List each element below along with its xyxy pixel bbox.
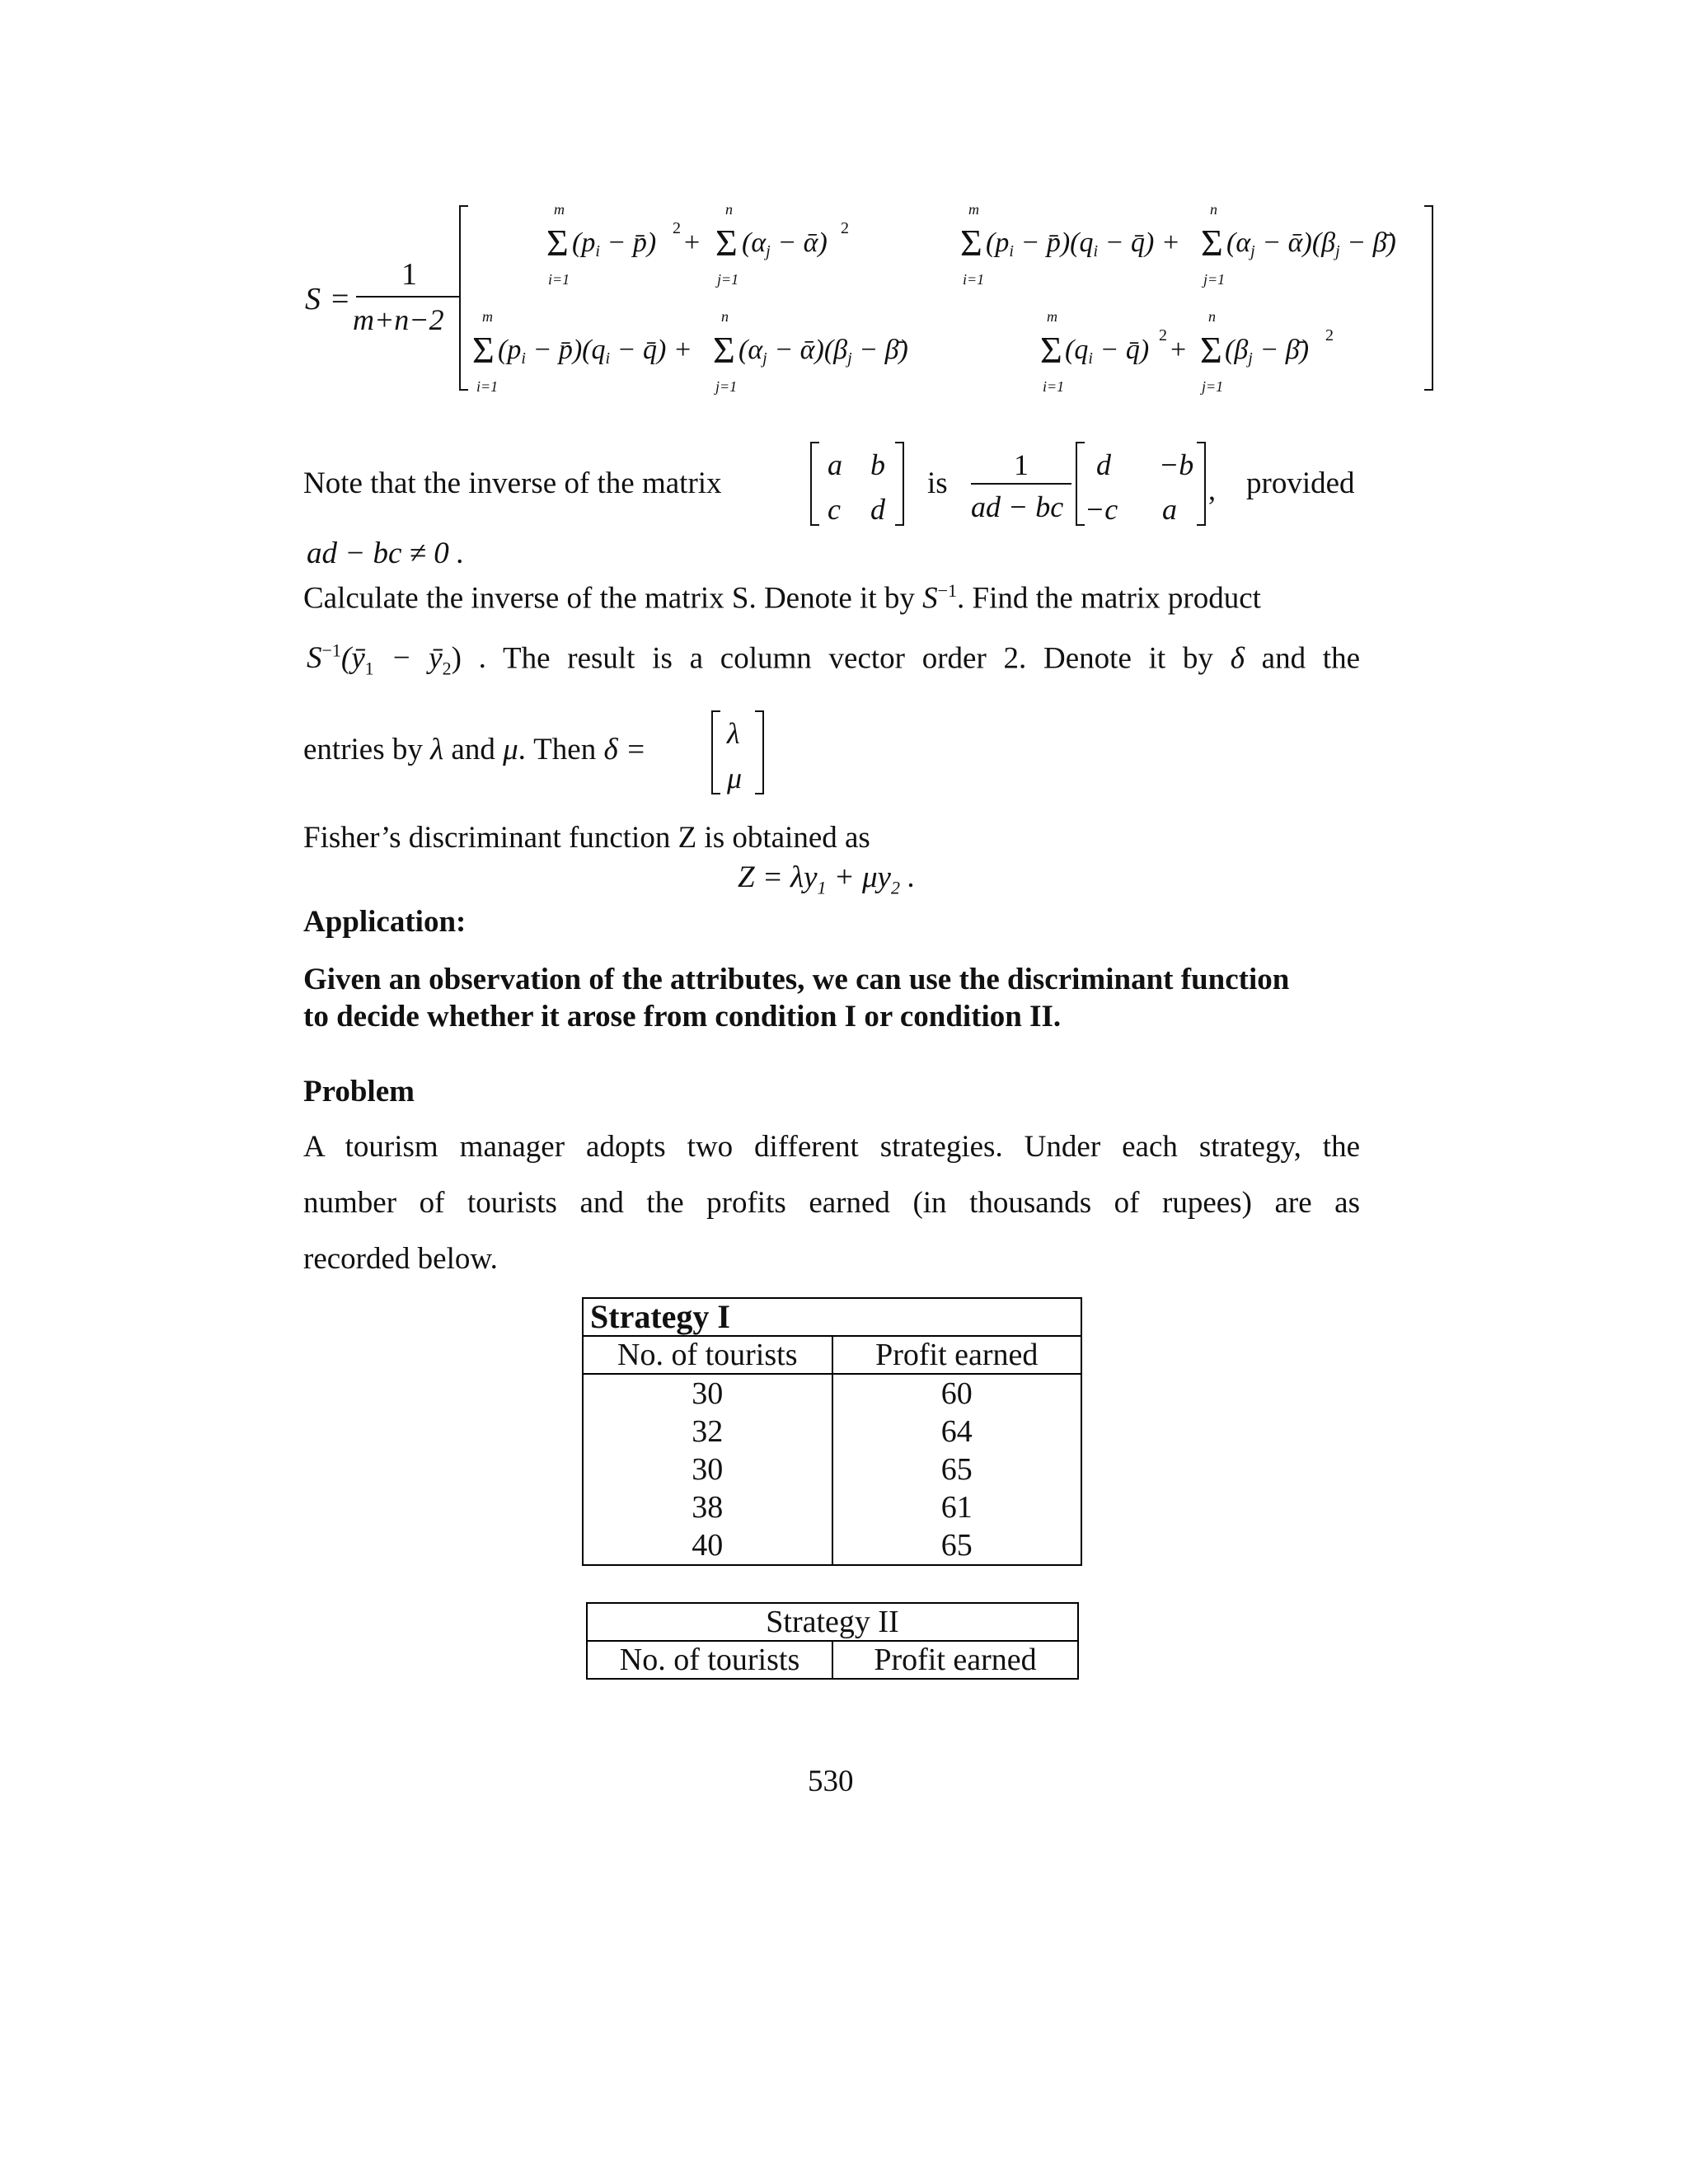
prod-text: The result is a column vector order 2. Denote it by [502, 641, 1213, 676]
entries-and: and [451, 733, 495, 766]
table-row [583, 1413, 1081, 1451]
fisher-sub1: 1 [817, 877, 827, 898]
inv-minus-c: −c [1085, 493, 1118, 526]
table1-cell: 61 [832, 1488, 1082, 1526]
table-row [583, 1526, 1081, 1565]
fisher-plus: + μy [826, 860, 891, 894]
table1-cell: 32 [583, 1413, 832, 1451]
table1-cell: 30 [583, 1374, 832, 1413]
entries-lambda: λ [430, 733, 444, 766]
formula-s-frac-num: 1 [401, 257, 417, 292]
formula-s-eq: = [331, 282, 349, 316]
sq-exp: 2 [673, 219, 681, 237]
svg-text:(αj − ᾱ)(βj − β̄): (αj − ᾱ)(βj − β̄) [738, 335, 908, 368]
prod-close: ) . [451, 641, 486, 676]
note-provided: provided [1246, 466, 1355, 500]
prod-sub1: 1 [364, 658, 374, 679]
table1-cell: 64 [832, 1413, 1082, 1451]
product-line [307, 640, 1360, 680]
table2-col1-header: No. of tourists [587, 1641, 832, 1679]
inv-comma: , [1208, 473, 1216, 506]
application-heading: Application: [303, 905, 467, 939]
fisher-formula [738, 860, 915, 899]
entries-line [303, 732, 646, 768]
sum-upper: n [1210, 201, 1217, 218]
problem-line3: recorded below. [303, 1242, 498, 1276]
problem-line1: A tourism manager adopts two different strategies. Under each strategy, the [303, 1130, 1360, 1164]
note-is: is [927, 466, 948, 500]
sum-upper: n [721, 308, 729, 325]
matrix-abcd [808, 438, 907, 529]
svg-text:Σ: Σ [472, 329, 495, 371]
sum-upper: m [482, 308, 493, 325]
prod-expr: (ȳ [340, 641, 365, 676]
svg-text:(βj − β̄): (βj − β̄) [1225, 335, 1310, 368]
svg-text:Σ: Σ [713, 329, 735, 371]
problem-heading: Problem [303, 1075, 415, 1108]
sum-lower: i=1 [548, 271, 570, 288]
entries-text2: . Then [518, 733, 597, 766]
inv-d: d [1096, 448, 1111, 481]
table1-cell: 65 [832, 1526, 1082, 1565]
svg-text:Σ: Σ [715, 222, 738, 264]
sum-lower: i=1 [1043, 378, 1065, 395]
sum-lower: i=1 [963, 271, 985, 288]
entries-delta-eq: δ = [603, 733, 646, 766]
table1-col2-header: Profit earned [832, 1336, 1082, 1374]
table1-title: Strategy I [583, 1298, 1081, 1336]
sq-exp: 2 [1325, 326, 1334, 344]
matrix-a: a [828, 448, 842, 481]
table1-cell: 38 [583, 1488, 832, 1526]
strategy-1-table [582, 1297, 1082, 1566]
sum-upper: n [725, 201, 733, 218]
table1-cell: 30 [583, 1451, 832, 1488]
vec-lambda: λ [727, 717, 740, 750]
svg-text:Σ: Σ [1040, 329, 1062, 371]
prod-sup: −1 [321, 640, 341, 661]
prod-delta: δ [1230, 641, 1245, 676]
vec-mu: μ [727, 762, 743, 794]
fisher-end: . [899, 860, 916, 894]
svg-text:Σ: Σ [1201, 222, 1223, 264]
svg-text:+: + [684, 227, 701, 258]
prod-S: S [307, 641, 322, 676]
application-body-line2: to decide whether it arose from condition I or condition II. [303, 1000, 1062, 1033]
problem-line2: number of tourists and the profits earned (in thousands of rupees) are as [303, 1186, 1360, 1220]
svg-text:Σ: Σ [960, 222, 982, 264]
calc-line [303, 580, 1360, 617]
fisher-sub2: 2 [890, 877, 900, 898]
matrix-b: b [870, 448, 885, 481]
table2-col2-header: Profit earned [832, 1641, 1078, 1679]
fisher-text: Fisher’s discriminant function Z is obtained as [303, 821, 870, 855]
sum-lower: j=1 [717, 271, 739, 288]
strategy-2-table [586, 1602, 1079, 1680]
table1-col1-header: No. of tourists [583, 1336, 832, 1374]
sum-lower: j=1 [1203, 271, 1226, 288]
table1-cell: 40 [583, 1526, 832, 1565]
page-number: 530 [808, 1765, 854, 1798]
sum-lower: j=1 [715, 378, 738, 395]
table-row [583, 1451, 1081, 1488]
table-row [583, 1488, 1081, 1526]
inverse-one: 1 [1014, 448, 1029, 481]
sum-lower: i=1 [476, 378, 499, 395]
table2-title: Strategy II [587, 1603, 1078, 1641]
sum-lower: j=1 [1202, 378, 1224, 395]
table1-cell: 65 [832, 1451, 1082, 1488]
svg-text:(αj − ᾱ): (αj − ᾱ) [742, 227, 828, 260]
sq-exp: 2 [1159, 326, 1167, 344]
inverse-formula [964, 438, 1220, 529]
note-prefix: Note that the inverse of the matrix [303, 466, 722, 500]
entries-mu: μ [503, 733, 518, 766]
svg-text:(pi − p̄): (pi − p̄) [572, 227, 657, 260]
inv-a: a [1162, 493, 1177, 526]
inverse-det: ad − bc [971, 490, 1064, 523]
prod-tail: and the [1261, 641, 1361, 676]
svg-text:(pi − p̄)(qi − q̄) +: (pi − p̄)(qi − q̄) + [986, 227, 1180, 260]
svg-text:Σ: Σ [546, 222, 569, 264]
sum-upper: m [1047, 308, 1057, 325]
delta-vector [709, 707, 767, 798]
table1-cell: 60 [832, 1374, 1082, 1413]
sum-upper: m [554, 201, 565, 218]
application-body-line1: Given an observation of the attributes, we can use the discriminant function [303, 963, 1290, 996]
prod-minus: − ȳ [373, 641, 443, 676]
formula-s [297, 194, 1442, 400]
fisher-formula-a: Z = λy [738, 860, 818, 894]
svg-text:(pi − p̄)(qi − q̄) +: (pi − p̄)(qi − q̄) + [498, 335, 692, 368]
calc-sup: −1 [937, 580, 958, 601]
inv-minus-b: −b [1159, 448, 1194, 481]
svg-text:Σ: Σ [1200, 329, 1222, 371]
svg-text:(qi − q̄): (qi − q̄) [1065, 335, 1150, 368]
calc-text: Calculate the inverse of the matrix S. Denote it by [303, 581, 915, 616]
formula-s-lhs: S [305, 282, 321, 316]
sum-upper: n [1208, 308, 1216, 325]
calc-S: S [922, 581, 938, 616]
calc-rest: . Find the matrix product [957, 581, 1261, 616]
sq-exp: 2 [841, 219, 849, 237]
prod-sub2: 2 [442, 658, 452, 679]
matrix-c: c [828, 493, 841, 526]
svg-text:(αj − ᾱ)(βj − β̄): (αj − ᾱ)(βj − β̄) [1226, 227, 1396, 260]
table-row [583, 1374, 1081, 1413]
sum-upper: m [968, 201, 979, 218]
formula-s-frac-den: m+n−2 [353, 303, 444, 336]
entries-text1: entries by [303, 733, 423, 766]
svg-text:+: + [1170, 335, 1187, 365]
note-condition: ad − bc ≠ 0 . [307, 537, 465, 570]
matrix-d: d [870, 493, 885, 526]
